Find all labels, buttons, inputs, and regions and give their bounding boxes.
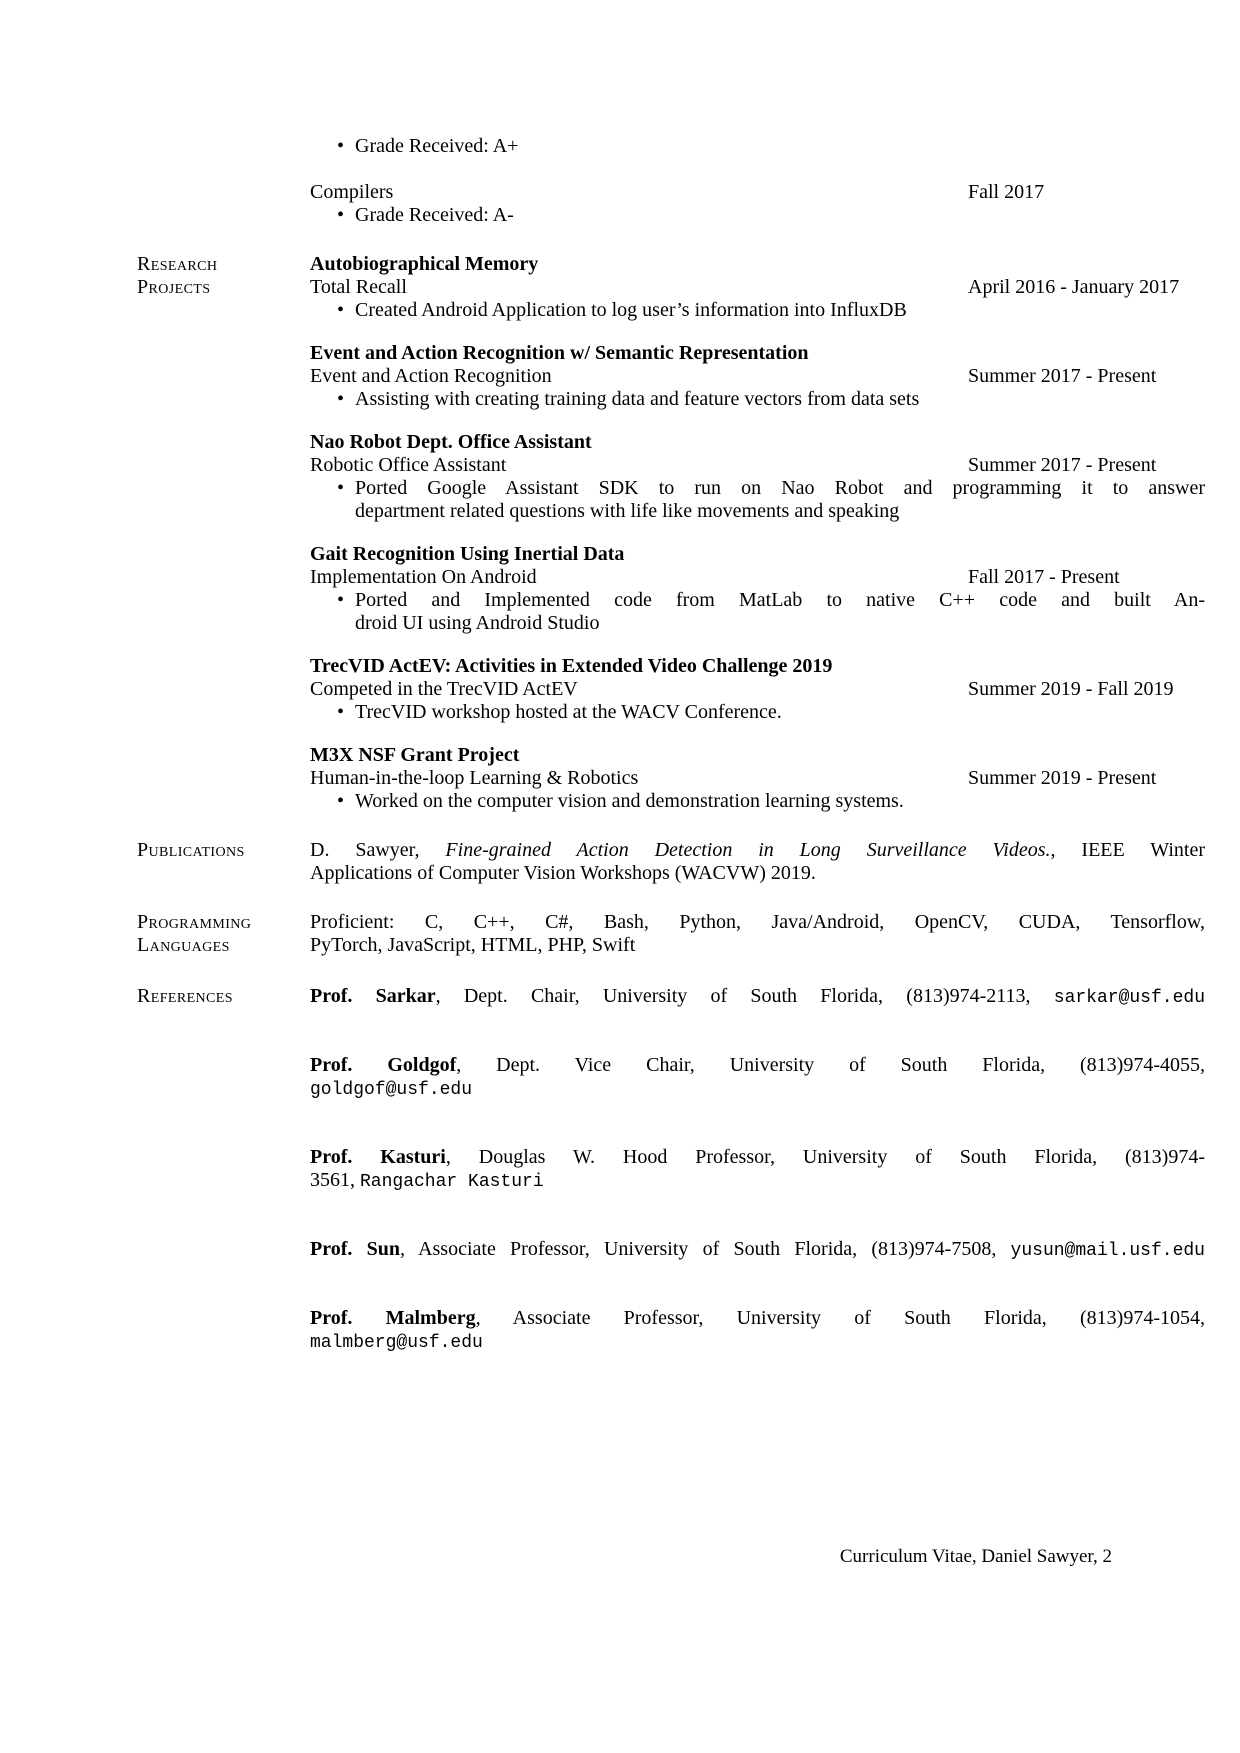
project-bullet — [310, 299, 1205, 322]
references-section — [137, 985, 1205, 1355]
reference-entry — [310, 1307, 1205, 1355]
reference-line — [310, 1238, 1205, 1263]
project-title: M3X NSF Grant Project — [310, 744, 520, 766]
project-subtitle: Total Recall — [310, 276, 407, 298]
grade-bullet — [310, 135, 1205, 158]
reference-email: goldgof@usf.edu — [310, 1080, 473, 1100]
project-entry — [310, 655, 1205, 724]
publication-venue: , IEEE Winter — [1050, 839, 1205, 861]
reference-name: Prof. Sun — [310, 1238, 400, 1260]
languages-line: PyTorch, JavaScript, HTML, PHP, Swift — [310, 934, 636, 956]
research-projects-label — [137, 253, 310, 813]
project-title: Event and Action Recognition w/ Semantic Representation — [310, 342, 809, 364]
project-entry — [310, 342, 1205, 411]
reference-entry — [310, 1054, 1205, 1102]
project-bullet — [310, 388, 1205, 411]
reference-name: Prof. Goldgof — [310, 1054, 457, 1076]
project-title: Autobiographical Memory — [310, 253, 539, 275]
publication-line — [310, 839, 1205, 862]
course-entry — [310, 181, 1205, 204]
project-bullet — [310, 589, 1205, 635]
project-date: Summer 2019 - Present — [968, 767, 1157, 789]
page-footer: Curriculum Vitae, Daniel Sawyer, 2 — [839, 1546, 1112, 1567]
research-projects-section — [137, 253, 1205, 813]
course-title: Compilers — [310, 181, 394, 203]
reference-line — [310, 1146, 1205, 1169]
publication-item — [310, 839, 1205, 885]
reference-name: Prof. Kasturi — [310, 1146, 446, 1168]
project-bullet-line: department related questions with life like movements and speaking — [355, 500, 900, 522]
references-label — [137, 985, 310, 1355]
programming-languages-label — [137, 911, 310, 957]
programming-languages-section — [137, 911, 1205, 957]
project-date: Summer 2017 - Present — [968, 365, 1157, 387]
reference-email: malmberg@usf.edu — [310, 1333, 483, 1353]
reference-details: 3561, — [310, 1169, 360, 1191]
reference-line — [310, 985, 1205, 1010]
project-bullet — [310, 701, 1205, 724]
reference-email: yusun@mail.usf.edu — [1010, 1241, 1205, 1261]
project-title: Gait Recognition Using Inertial Data — [310, 543, 625, 565]
section-label-line: Research — [137, 253, 218, 275]
project-bullet-line: • Assisting with creating training data and feature vectors from data sets — [355, 388, 920, 410]
section-label-line: Projects — [137, 276, 211, 298]
section-label-line: Programming — [137, 911, 252, 933]
programming-languages-text — [310, 911, 1205, 957]
project-subtitle: Human-in-the-loop Learning & Robotics — [310, 767, 639, 789]
section-label-line: Publications — [137, 839, 245, 861]
project-bullet-line: droid UI using Android Studio — [355, 612, 600, 634]
project-entry — [310, 543, 1205, 635]
project-date: Fall 2017 - Present — [968, 566, 1120, 588]
section-label-line: Languages — [137, 934, 230, 956]
reference-details: , Dept. Vice Chair, University of South Florida, (813)974-4055, — [456, 1054, 1205, 1076]
publications-label — [137, 839, 310, 885]
project-bullet — [310, 790, 1205, 813]
reference-entry — [310, 1146, 1205, 1194]
project-bullet-line: • Worked on the computer vision and demonstration learning systems. — [355, 790, 904, 812]
course-date: Fall 2017 — [968, 181, 1045, 203]
grade-bullet — [310, 204, 1205, 227]
project-entry — [310, 431, 1205, 523]
project-bullet-line: • Ported and Implemented code from MatLab to native C++ code and built An- — [355, 589, 1205, 611]
reference-name: Prof. Sarkar — [310, 985, 436, 1007]
reference-entry — [310, 985, 1205, 1010]
project-date: Summer 2019 - Fall 2019 — [968, 678, 1174, 700]
publication-line: Applications of Computer Vision Workshops (WACVW) 2019. — [310, 862, 816, 884]
project-title: TrecVID ActEV: Activities in Extended Video Challenge 2019 — [310, 655, 833, 677]
reference-line — [310, 1330, 1205, 1355]
project-bullet-line: • Ported Google Assistant SDK to run on Nao Robot and programming it to answer — [355, 477, 1205, 499]
project-date: April 2016 - January 2017 — [968, 276, 1180, 298]
coursework-section — [137, 135, 1205, 227]
project-entry — [310, 744, 1205, 813]
reference-line — [310, 1054, 1205, 1077]
project-bullet-line: • TrecVID workshop hosted at the WACV Conference. — [355, 701, 782, 723]
reference-line — [310, 1307, 1205, 1330]
project-bullet-line: • Created Android Application to log user’s information into InfluxDB — [355, 299, 907, 321]
reference-details: , Dept. Chair, University of South Florida, (813)974-2113, — [435, 985, 1054, 1007]
project-subtitle: Event and Action Recognition — [310, 365, 552, 387]
project-date: Summer 2017 - Present — [968, 454, 1157, 476]
reference-entry — [310, 1238, 1205, 1263]
publication-title: Fine-grained Action Detection in Long Surveillance Videos. — [445, 839, 1051, 861]
reference-name: Prof. Malmberg — [310, 1307, 476, 1329]
cv-body — [137, 135, 1205, 1355]
reference-line — [310, 1169, 1205, 1194]
project-subtitle: Implementation On Android — [310, 566, 537, 588]
project-bullet — [310, 477, 1205, 523]
grade-bullet-text: • Grade Received: A+ — [355, 135, 519, 157]
project-subtitle: Robotic Office Assistant — [310, 454, 507, 476]
languages-line: Proficient: C, C++, C#, Bash, Python, Java/Android, OpenCV, CUDA, Tensorflow, — [310, 911, 1205, 933]
reference-details: , Douglas W. Hood Professor, University of South Florida, (813)974- — [445, 1146, 1206, 1168]
grade-bullet-text: • Grade Received: A- — [355, 204, 514, 226]
reference-contact: Rangachar Kasturi — [360, 1172, 544, 1192]
project-title: Nao Robot Dept. Office Assistant — [310, 431, 592, 453]
reference-line — [310, 1077, 1205, 1102]
project-subtitle: Competed in the TrecVID ActEV — [310, 678, 578, 700]
publications-section — [137, 839, 1205, 885]
reference-details: , Associate Professor, University of South Florida, (813)974-1054, — [475, 1307, 1205, 1329]
coursework-label-spacer — [137, 135, 310, 227]
reference-email: sarkar@usf.edu — [1053, 988, 1205, 1008]
reference-details: , Associate Professor, University of South Florida, (813)974-7508, — [399, 1238, 1011, 1260]
publication-authors: D. Sawyer, — [310, 839, 446, 861]
section-label-line: References — [137, 985, 233, 1007]
project-entry — [310, 253, 1205, 322]
